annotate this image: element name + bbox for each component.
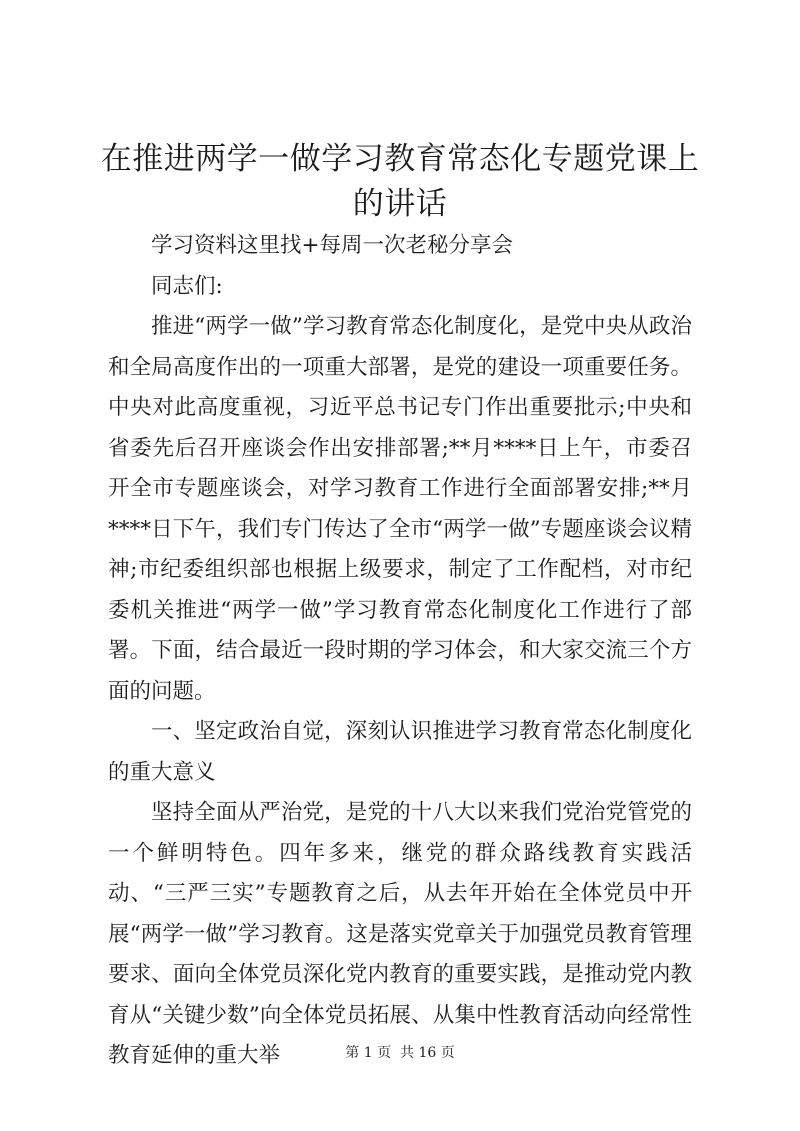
document-title: 在推进两学一做学习教育常态化专题党课上的讲话 (100, 141, 700, 222)
section-heading-one: 一、坚定政治自觉，深刻认识推进学习教育常态化制度化的重大意义 (108, 719, 692, 785)
paragraph-resource-note: 学习资料这里找+每周一次老秘分享会 (151, 233, 514, 258)
document-body (108, 226, 692, 1077)
page-footer (0, 1043, 800, 1063)
page-number: 第 1 页 共 16 页 (345, 1045, 455, 1061)
paragraph-introduction: 推进“两学一做”学习教育常态化制度化，是党中央从政治和全局高度作出的一项重大部署，是党的建设一项重要任务。中央对此高度重视，习近平总书记专门作出重要批示;中央和省委先后召开座谈会作出安排部署;**月****日上午，市委召开全市专题座谈会，对学习教育工作进行全面部署安排;**月****日下午，我们专门传达了全市“两学一做”专题座谈会议精神;市纪委组织部也根据上级要求，制定了工作配档，对市纪委机关推进“两学一做”学习教育常态化制度化工作进行了部署。下面，结合最近一段时期的学习体会，和大家交流三个方面的问题。 (108, 314, 692, 704)
paragraph-section-one: 坚持全面从严治党，是党的十八大以来我们党治党管党的一个鲜明特色。四年多来，继党的群众路线教育实践活动、“三严三实”专题教育之后，从去年开始在全体党员中开展“两学一做”学习教育。这是落实党章关于加强党员教育管理要求、面向全体党员深化党内教育的重要实践，是推动党内教育从“关键少数”向全体党员拓展、从集中性教育活动向经常性教育延伸的重大举 (108, 800, 692, 1068)
paragraph-salutation: 同志们: (151, 273, 223, 299)
